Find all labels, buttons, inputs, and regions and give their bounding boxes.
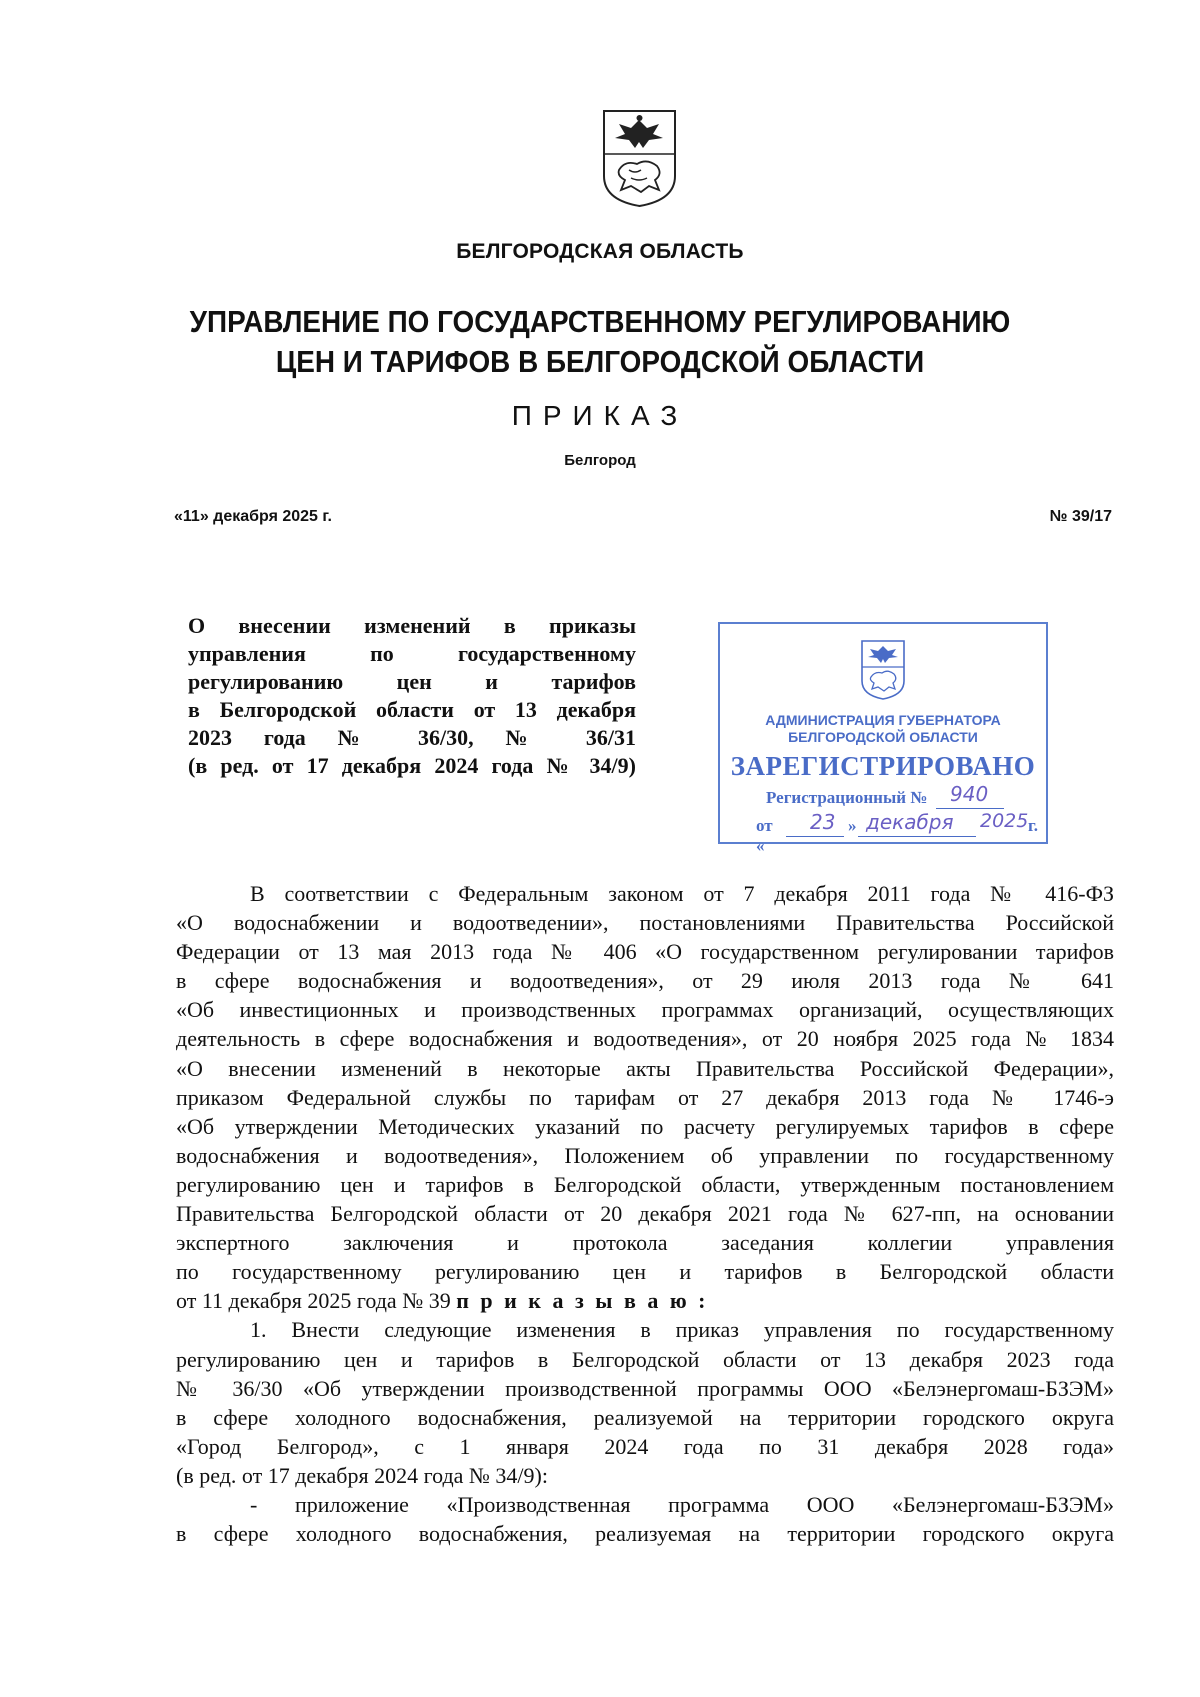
body-line: 1. Внести следующие изменения в приказ управления по государственному — [250, 1317, 1114, 1343]
body-paragraph — [176, 1315, 1114, 1490]
agency-name — [60, 302, 1140, 382]
order-keyword: п р и к а з ы в а ю : — [456, 1288, 709, 1314]
subject-line: управления по государственному — [188, 641, 636, 666]
stamp-date-suffix: г. — [1028, 816, 1039, 835]
body-line — [176, 1286, 1114, 1315]
document-number: № 39/17 — [1049, 508, 1112, 525]
stamp-reg-underline — [936, 808, 1004, 809]
stamp-date-month: декабря — [866, 810, 954, 834]
stamp-title: ЗАРЕГИСТРИРОВАНО — [730, 751, 1036, 781]
body-line: регулированию цен и тарифов в Белгородской области от 13 декабря 2023 года — [176, 1346, 1114, 1372]
body-line: в сфере холодного водоснабжения, реализуемой на территории городского округа — [176, 1404, 1114, 1430]
body-line: «О внесении изменений в некоторые акты Правительства Российской Федерации», — [176, 1055, 1114, 1081]
stamp-date-prefix: от « — [756, 816, 773, 855]
document-body — [176, 879, 1114, 1548]
body-line: в сфере водоснабжения и водоотведения», от 29 июля 2013 года № 641 — [176, 968, 1114, 994]
body-line: «О водоснабжении и водоотведении», постановлениями Правительства Российской — [176, 910, 1114, 936]
subject-line: (в ред. от 17 декабря 2024 года № 34/9) — [188, 753, 636, 778]
body-line: № 36/30 «Об утверждении производственной программы ООО «Белэнергомаш-БЗЭМ» — [176, 1375, 1114, 1401]
stamp-reg-number: 940 — [950, 782, 989, 806]
stamp-line2: БЕЛГОРОДСКОЙ ОБЛАСТИ — [788, 729, 978, 745]
body-line: водоснабжения и водоотведения», Положением об управлении по государственному — [176, 1142, 1114, 1168]
body-paragraph — [176, 1490, 1114, 1548]
agency-name-line1: УПРАВЛЕНИЕ ПО ГОСУДАРСТВЕННОМУ РЕГУЛИРОВАНИЮ — [189, 304, 1011, 339]
stamp-date-year: 2025 — [980, 810, 1029, 832]
stamp-line1: АДМИНИСТРАЦИЯ ГУБЕРНАТОРА — [765, 712, 1001, 728]
agency-name-line2: ЦЕН И ТАРИФОВ В БЕЛГОРОДСКОЙ ОБЛАСТИ — [275, 344, 925, 379]
body-line: «Город Белгород», с 1 января 2024 года по 31 декабря 2028 года» — [176, 1433, 1114, 1459]
stamp-date-day: 23 — [810, 810, 836, 834]
registration-stamp — [718, 622, 1048, 855]
document-date: «11» декабря 2025 г. — [174, 508, 332, 525]
subject-line: 2023 года № 36/30, № 36/31 — [188, 725, 636, 750]
city: Белгород — [564, 452, 636, 469]
body-line-text: от 11 декабря 2025 года № 39 — [176, 1288, 451, 1314]
belgorod-coat-of-arms-icon — [601, 108, 678, 208]
stamp-date-underline — [786, 836, 844, 837]
subject-line: регулированию цен и тарифов — [188, 669, 636, 694]
body-line: «Об инвестиционных и производственных программах организаций, осуществляющих — [176, 997, 1114, 1023]
stamp-reg-label: Регистрационный № — [766, 788, 928, 807]
body-line: в сфере холодного водоснабжения, реализуемая на территории городского округа — [176, 1521, 1114, 1547]
body-line: деятельность в сфере водоснабжения и водоотведения», от 20 ноября 2025 года № 1834 — [176, 1026, 1114, 1052]
stamp-date-mid: » — [848, 816, 857, 835]
body-line: приказом Федеральной службы по тарифам от 27 декабря 2013 года № 1746-э — [176, 1084, 1114, 1110]
document-type: ПРИКАЗ — [511, 400, 689, 431]
body-line: - приложение «Производственная программа ООО «Белэнергомаш-БЗЭМ» — [250, 1491, 1114, 1517]
body-line: регулированию цен и тарифов в Белгородской области, утвержденным постановлением — [176, 1171, 1114, 1197]
region-title: БЕЛГОРОДСКАЯ ОБЛАСТЬ — [456, 240, 744, 263]
body-line: по государственному регулированию цен и тарифов в Белгородской области — [176, 1259, 1114, 1285]
subject-line: в Белгородской области от 13 декабря — [188, 697, 636, 722]
body-line: Правительства Белгородской области от 20 декабря 2021 года № 627-пп, на основании — [176, 1201, 1114, 1227]
stamp-registration — [766, 782, 989, 808]
body-paragraph — [176, 879, 1114, 1315]
body-line: экспертного заключения и протокола заседания коллегии управления — [176, 1230, 1114, 1256]
body-line: «Об утверждении Методических указаний по расчету регулируемых тарифов в сфере — [176, 1113, 1114, 1139]
stamp-emblem-icon — [860, 639, 906, 701]
subject-line: О внесении изменений в приказы — [188, 613, 636, 638]
body-line: (в ред. от 17 декабря 2024 года № 34/9): — [176, 1462, 548, 1488]
stamp-date-underline — [858, 836, 976, 837]
body-line: В соответствии с Федеральным законом от 7 декабря 2011 года № 416-ФЗ — [250, 881, 1114, 906]
body-line: Федерации от 13 мая 2013 года № 406 «О государственном регулировании тарифов — [176, 939, 1114, 965]
document-subject — [188, 612, 636, 780]
